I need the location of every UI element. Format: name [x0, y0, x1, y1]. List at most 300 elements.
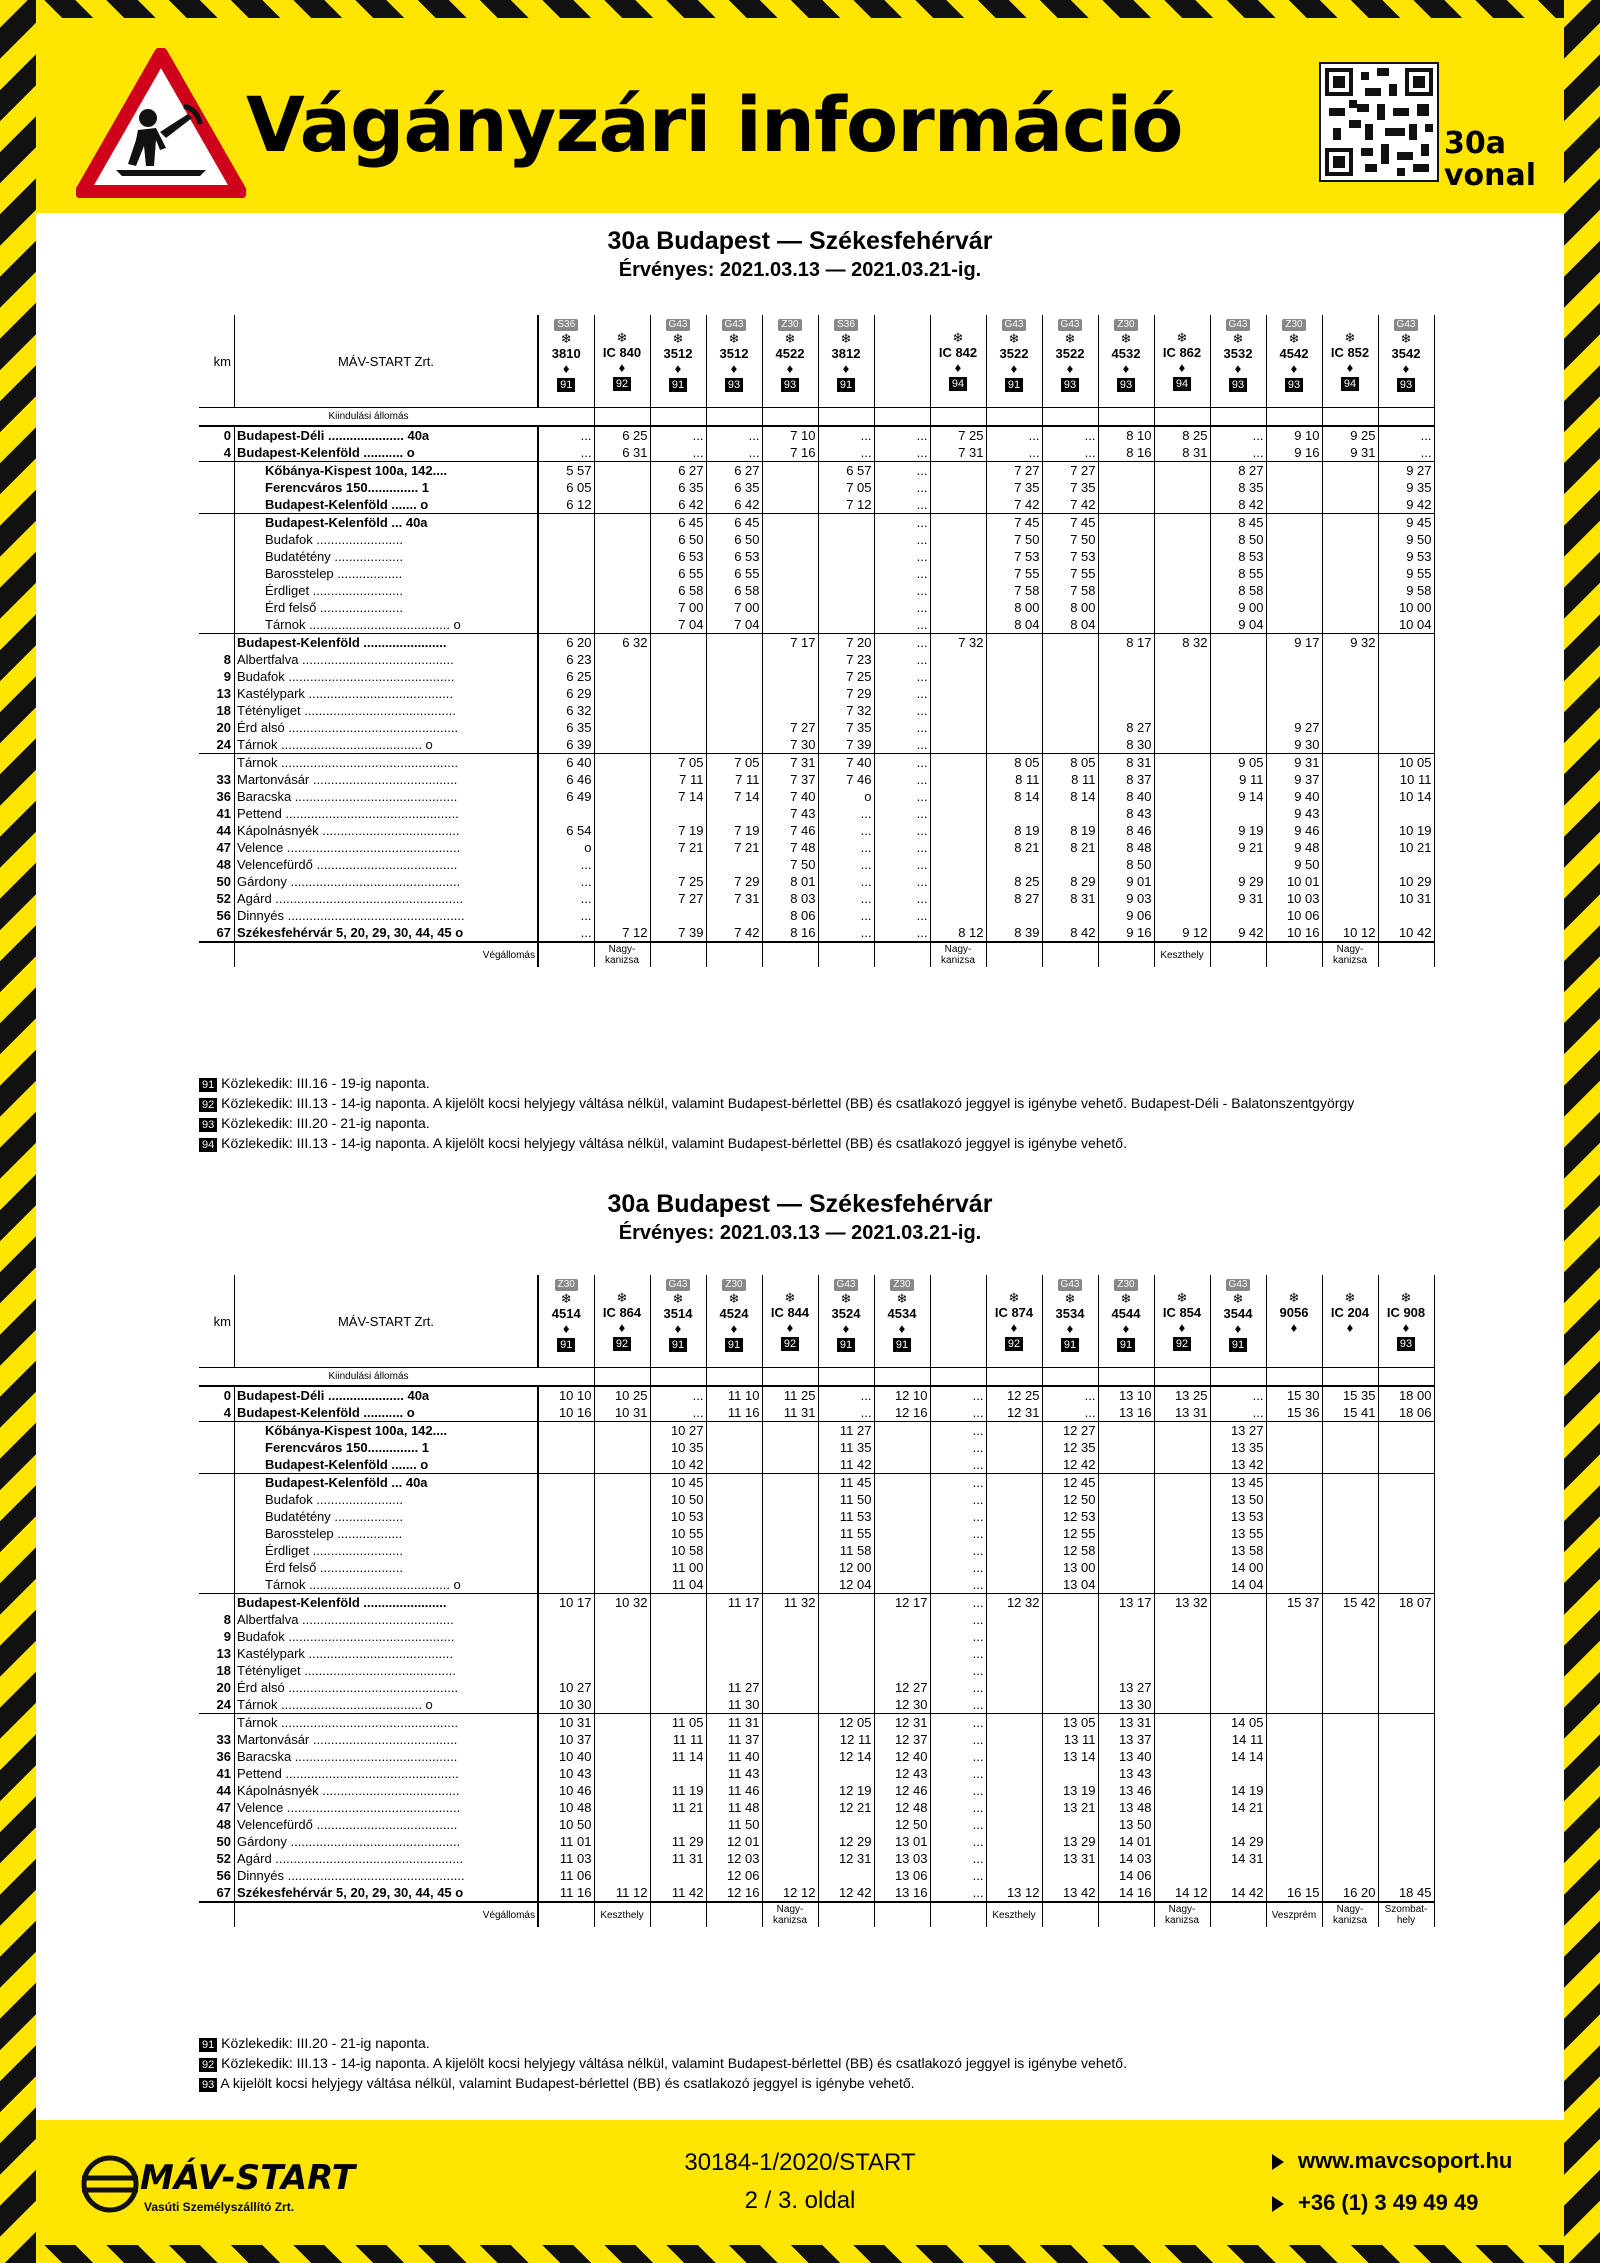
- time-cell: [986, 1731, 1042, 1748]
- train-number: 3524: [831, 1306, 861, 1321]
- time-cell: 7 35: [818, 719, 874, 736]
- time-cell: [706, 651, 762, 668]
- time-cell: 6 55: [706, 565, 762, 582]
- header-row: [199, 1275, 1434, 1368]
- time-cell: [1378, 1833, 1434, 1850]
- station-row: [199, 1422, 1434, 1440]
- time-cell: [1266, 1422, 1322, 1440]
- time-cell: ...: [538, 873, 594, 890]
- time-cell: [1210, 702, 1266, 719]
- time-cell: 8 25: [986, 873, 1042, 890]
- time-cell: 12 03: [706, 1850, 762, 1867]
- bicycle-icon: ♦: [562, 1321, 570, 1336]
- time-cell: [762, 479, 818, 496]
- km-value: 24: [199, 736, 235, 754]
- time-cell: [594, 1576, 650, 1594]
- footnote-label: 93: [199, 2078, 217, 2092]
- phone-link[interactable]: [1272, 2190, 1478, 2216]
- departure-cell: [818, 1368, 874, 1387]
- time-cell: [594, 599, 650, 616]
- time-cell: [818, 1594, 874, 1612]
- km-spacer: [199, 1902, 235, 1927]
- time-cell: 13 04: [1042, 1576, 1098, 1594]
- train-number: 3810: [551, 346, 581, 361]
- departure-cell: [1266, 1368, 1322, 1387]
- final-destination: [1098, 1902, 1154, 1927]
- time-cell: [1154, 1714, 1210, 1732]
- time-cell: 13 42: [1042, 1884, 1098, 1902]
- station-row: [199, 805, 1434, 822]
- time-cell: 10 29: [1378, 873, 1434, 890]
- time-cell: [1322, 1611, 1378, 1628]
- snowflake-icon: ❄: [840, 1291, 852, 1306]
- time-cell: 14 12: [1154, 1884, 1210, 1902]
- footnote-text: A kijelölt kocsi helyjegy váltása nélkül, valamint Budapest-bérlettel (BB) és csatlakozó jeggyel is igénybe vehető.: [217, 2075, 915, 2091]
- train-header: [874, 315, 930, 408]
- time-cell: [706, 1525, 762, 1542]
- time-cell: [1322, 754, 1378, 772]
- time-cell: [650, 805, 706, 822]
- time-cell: [1266, 1731, 1322, 1748]
- time-cell: 8 21: [1042, 839, 1098, 856]
- time-cell: [1154, 1799, 1210, 1816]
- time-cell: ...: [930, 1884, 986, 1902]
- time-cell: 6 31: [594, 444, 650, 462]
- time-cell: [1266, 1645, 1322, 1662]
- time-cell: [1098, 1559, 1154, 1576]
- train-tag-label: G43: [666, 1279, 691, 1291]
- final-destination: [930, 1902, 986, 1927]
- time-cell: ...: [706, 426, 762, 444]
- time-cell: 10 25: [594, 1386, 650, 1404]
- departure-cell: [874, 408, 930, 427]
- time-cell: 7 25: [818, 668, 874, 685]
- time-cell: [986, 719, 1042, 736]
- time-cell: 7 14: [706, 788, 762, 805]
- time-cell: 9 50: [1266, 856, 1322, 873]
- km-value: 33: [199, 771, 235, 788]
- time-cell: 12 01: [706, 1833, 762, 1850]
- bicycle-icon: ♦: [1178, 1320, 1186, 1335]
- time-cell: 6 25: [594, 426, 650, 444]
- time-cell: 13 05: [1042, 1714, 1098, 1732]
- time-cell: [1322, 856, 1378, 873]
- time-cell: 7 30: [762, 736, 818, 754]
- snowflake-icon: ❄: [616, 330, 628, 345]
- station-row: [199, 873, 1434, 890]
- time-cell: [1322, 1474, 1378, 1492]
- time-cell: [594, 822, 650, 839]
- time-cell: [986, 1696, 1042, 1714]
- time-cell: 6 58: [650, 582, 706, 599]
- train-tag-label: G43: [722, 319, 747, 331]
- time-cell: ...: [874, 839, 930, 856]
- departure-cell: [1322, 1368, 1378, 1387]
- station-name: Kastélypark ........................................: [235, 685, 539, 702]
- train-number: 9056: [1279, 1305, 1309, 1320]
- time-cell: [594, 1833, 650, 1850]
- time-cell: [1378, 1765, 1434, 1782]
- footnote-label: 91: [669, 378, 687, 392]
- station-name: Kőbánya-Kispest 100a, 142....: [235, 462, 539, 480]
- footnote-label: 91: [1117, 1338, 1135, 1352]
- time-cell: ...: [874, 444, 930, 462]
- time-cell: 8 14: [1042, 788, 1098, 805]
- time-cell: ...: [874, 548, 930, 565]
- time-cell: 9 48: [1266, 839, 1322, 856]
- footnote-label: 93: [1285, 378, 1303, 392]
- time-cell: ...: [650, 444, 706, 462]
- time-cell: [594, 1748, 650, 1765]
- train-number: 3522: [1055, 346, 1085, 361]
- train-header: [1322, 1275, 1378, 1368]
- final-destination: [1210, 1902, 1266, 1927]
- time-cell: 7 19: [650, 822, 706, 839]
- time-cell: 7 29: [818, 685, 874, 702]
- train-number: 3544: [1223, 1306, 1253, 1321]
- time-cell: [538, 1422, 594, 1440]
- time-cell: [1098, 565, 1154, 582]
- train-number: IC 874: [994, 1305, 1034, 1320]
- time-cell: [762, 1645, 818, 1662]
- train-tag-label: G43: [1002, 319, 1027, 331]
- time-cell: [1322, 1748, 1378, 1765]
- train-number: IC 852: [1330, 345, 1370, 360]
- time-cell: 11 04: [650, 1576, 706, 1594]
- departure-cell: [930, 1368, 986, 1387]
- time-cell: [1210, 634, 1266, 652]
- time-cell: [650, 1611, 706, 1628]
- km-value: [199, 634, 235, 652]
- time-cell: 7 31: [762, 754, 818, 772]
- km-value: [199, 531, 235, 548]
- time-cell: [1154, 1525, 1210, 1542]
- departure-cell: [1322, 408, 1378, 427]
- station-row: [199, 1884, 1434, 1902]
- time-cell: [1098, 1525, 1154, 1542]
- time-cell: [762, 1491, 818, 1508]
- hazard-stripe-top: [0, 0, 1600, 18]
- time-cell: [1378, 1662, 1434, 1679]
- time-cell: [650, 1645, 706, 1662]
- time-cell: [986, 1422, 1042, 1440]
- time-cell: 8 10: [1098, 426, 1154, 444]
- qr-code-icon[interactable]: [1319, 62, 1439, 182]
- time-cell: [1266, 616, 1322, 634]
- train-number: 3522: [999, 346, 1029, 361]
- time-cell: [762, 1782, 818, 1799]
- spacer: [933, 1290, 984, 1305]
- time-cell: [594, 668, 650, 685]
- km-value: 4: [199, 1404, 235, 1422]
- time-cell: [1322, 685, 1378, 702]
- km-value: 9: [199, 668, 235, 685]
- km-value: [199, 1714, 235, 1732]
- footnote-line: [199, 1073, 1354, 1093]
- time-cell: 9 27: [1266, 719, 1322, 736]
- train-tag: [1213, 315, 1264, 331]
- time-cell: 9 53: [1378, 548, 1434, 565]
- time-cell: [986, 1816, 1042, 1833]
- time-cell: [1098, 1542, 1154, 1559]
- time-cell: 8 27: [1098, 719, 1154, 736]
- time-cell: [986, 1542, 1042, 1559]
- time-cell: 12 04: [818, 1576, 874, 1594]
- roadwork-warning-icon: [76, 48, 246, 198]
- timetable-content: [36, 213, 1564, 2120]
- departure-cell: [1210, 1368, 1266, 1387]
- footnote-label: 94: [949, 377, 967, 391]
- time-cell: 8 16: [1098, 444, 1154, 462]
- time-cell: ...: [818, 1404, 874, 1422]
- time-cell: [986, 685, 1042, 702]
- train-tag: [765, 315, 816, 331]
- departure-row: [199, 408, 1434, 427]
- time-cell: 9 46: [1266, 822, 1322, 839]
- time-cell: ...: [874, 873, 930, 890]
- station-name: Érdliget .........................: [235, 1542, 539, 1559]
- time-cell: [1042, 702, 1098, 719]
- time-cell: [706, 1662, 762, 1679]
- time-cell: 13 35: [1210, 1439, 1266, 1456]
- time-cell: [818, 548, 874, 565]
- bicycle-icon: ♦: [1402, 361, 1410, 376]
- time-cell: ...: [1042, 1404, 1098, 1422]
- time-cell: 8 42: [1042, 924, 1098, 942]
- line-number: 30a: [1444, 126, 1506, 161]
- time-cell: 13 42: [1210, 1456, 1266, 1474]
- time-cell: ...: [930, 1799, 986, 1816]
- station-name: Érd felső .......................: [235, 1559, 539, 1576]
- time-cell: [762, 1714, 818, 1732]
- time-cell: [1154, 1628, 1210, 1645]
- time-cell: [650, 1696, 706, 1714]
- time-cell: [1266, 1833, 1322, 1850]
- time-cell: 13 40: [1098, 1748, 1154, 1765]
- time-cell: [1210, 685, 1266, 702]
- time-cell: [762, 1628, 818, 1645]
- time-cell: [986, 1714, 1042, 1732]
- time-cell: [594, 1867, 650, 1884]
- time-cell: [874, 1628, 930, 1645]
- train-header: [1042, 315, 1098, 408]
- train-header: [1098, 1275, 1154, 1368]
- time-cell: 14 29: [1210, 1833, 1266, 1850]
- snowflake-icon: ❄: [1064, 1291, 1076, 1306]
- time-cell: [538, 1474, 594, 1492]
- time-cell: [706, 736, 762, 754]
- footnote-label: 92: [781, 1337, 799, 1351]
- time-cell: [1098, 514, 1154, 532]
- km-value: [199, 599, 235, 616]
- train-number: [877, 345, 928, 360]
- snowflake-icon: ❄: [1008, 1290, 1020, 1305]
- hazard-stripe-left: [0, 0, 36, 2263]
- train-number: 3534: [1055, 1306, 1085, 1321]
- time-cell: [1266, 1714, 1322, 1732]
- time-cell: [1378, 1491, 1434, 1508]
- train-number: 3812: [831, 346, 861, 361]
- time-cell: [594, 582, 650, 599]
- station-row: [199, 1628, 1434, 1645]
- time-cell: [1210, 856, 1266, 873]
- footnote-line: [199, 2053, 1127, 2073]
- train-tag-spacer: [1381, 1275, 1432, 1290]
- time-cell: [1378, 1679, 1434, 1696]
- departure-cell: [1266, 408, 1322, 427]
- train-tag-label: S36: [554, 319, 578, 331]
- time-cell: ...: [874, 426, 930, 444]
- time-cell: 12 48: [874, 1799, 930, 1816]
- time-cell: [1322, 1542, 1378, 1559]
- website-link[interactable]: [1272, 2148, 1512, 2174]
- time-cell: ...: [874, 496, 930, 514]
- time-cell: [818, 514, 874, 532]
- time-cell: 6 53: [706, 548, 762, 565]
- time-cell: 9 30: [1266, 736, 1322, 754]
- station-name: Budapest-Kelenföld ........... o: [235, 1404, 539, 1422]
- time-cell: 10 06: [1266, 907, 1322, 924]
- footnote-text: Közlekedik: III.20 - 21-ig naponta.: [217, 1115, 430, 1131]
- bicycle-icon: ♦: [618, 360, 626, 375]
- time-cell: 12 00: [818, 1559, 874, 1576]
- train-tag: [709, 1275, 760, 1291]
- station-row: [199, 1799, 1434, 1816]
- train-tag-spacer: [765, 1275, 816, 1290]
- footnote-label: 93: [725, 378, 743, 392]
- time-cell: [1322, 736, 1378, 754]
- time-cell: [538, 1611, 594, 1628]
- time-cell: 9 14: [1210, 788, 1266, 805]
- station-row: [199, 1679, 1434, 1696]
- train-tag: [1101, 315, 1152, 331]
- time-cell: [1098, 1628, 1154, 1645]
- time-cell: [986, 668, 1042, 685]
- time-cell: [818, 582, 874, 599]
- time-cell: [594, 1439, 650, 1456]
- time-cell: [594, 1696, 650, 1714]
- time-cell: [1322, 890, 1378, 907]
- time-cell: 13 17: [1098, 1594, 1154, 1612]
- train-tag: [541, 1275, 592, 1291]
- time-cell: ...: [1378, 426, 1434, 444]
- km-value: [199, 1576, 235, 1594]
- time-cell: ...: [650, 1386, 706, 1404]
- train-number: 4514: [551, 1306, 581, 1321]
- time-cell: [1154, 788, 1210, 805]
- time-cell: ...: [874, 462, 930, 480]
- time-cell: [1322, 822, 1378, 839]
- station-name: Barosstelep ..................: [235, 565, 539, 582]
- footnote-label: 92: [1005, 1337, 1023, 1351]
- time-cell: [1322, 771, 1378, 788]
- station-row: [199, 1474, 1434, 1492]
- time-cell: [706, 668, 762, 685]
- time-cell: [1098, 1645, 1154, 1662]
- time-cell: 10 05: [1378, 754, 1434, 772]
- time-cell: 11 31: [762, 1404, 818, 1422]
- bicycle-icon: ♦: [1234, 1321, 1242, 1336]
- time-cell: [1378, 1696, 1434, 1714]
- station-row: [199, 702, 1434, 719]
- time-cell: ...: [650, 1404, 706, 1422]
- time-cell: 7 29: [706, 873, 762, 890]
- time-cell: [986, 702, 1042, 719]
- time-cell: [1154, 1542, 1210, 1559]
- time-cell: [1322, 1714, 1378, 1732]
- time-cell: ...: [930, 1628, 986, 1645]
- time-cell: 13 50: [1098, 1816, 1154, 1833]
- time-cell: 9 16: [1266, 444, 1322, 462]
- page-title: Vágányzári információ: [246, 80, 1183, 169]
- time-cell: [1210, 1645, 1266, 1662]
- time-cell: 13 37: [1098, 1731, 1154, 1748]
- time-cell: [594, 514, 650, 532]
- time-cell: [986, 1799, 1042, 1816]
- snowflake-icon: ❄: [1232, 331, 1244, 346]
- km-value: 48: [199, 1816, 235, 1833]
- time-cell: 9 00: [1210, 599, 1266, 616]
- time-cell: [762, 685, 818, 702]
- time-cell: [930, 736, 986, 754]
- time-cell: 10 01: [1266, 873, 1322, 890]
- time-cell: [986, 634, 1042, 652]
- train-number: IC 854: [1162, 1305, 1202, 1320]
- time-cell: 9 06: [1098, 907, 1154, 924]
- time-cell: [1266, 1525, 1322, 1542]
- timetable-1: [199, 315, 1435, 967]
- time-cell: ...: [1210, 1404, 1266, 1422]
- time-cell: 9 42: [1378, 496, 1434, 514]
- departure-label: Kiindulási állomás: [199, 1368, 538, 1387]
- train-header: [818, 315, 874, 408]
- time-cell: ...: [874, 616, 930, 634]
- footnote-ref: [1157, 375, 1208, 391]
- section1-notes: [199, 1073, 1354, 1153]
- station-name: Agárd ....................................................: [235, 1850, 539, 1867]
- time-cell: [1266, 1542, 1322, 1559]
- time-cell: 7 46: [762, 822, 818, 839]
- time-cell: [1322, 514, 1378, 532]
- footnote-ref: [1213, 376, 1264, 392]
- time-cell: [762, 496, 818, 514]
- time-cell: [1154, 771, 1210, 788]
- time-cell: 8 21: [986, 839, 1042, 856]
- time-cell: [706, 1559, 762, 1576]
- time-cell: [1154, 1456, 1210, 1474]
- time-cell: 12 27: [1042, 1422, 1098, 1440]
- km-value: 13: [199, 1645, 235, 1662]
- time-cell: [1378, 1439, 1434, 1456]
- km-value: [199, 1542, 235, 1559]
- time-cell: [594, 1765, 650, 1782]
- time-cell: 9 03: [1098, 890, 1154, 907]
- time-cell: [1378, 1525, 1434, 1542]
- time-cell: [1266, 1508, 1322, 1525]
- time-cell: ...: [930, 1816, 986, 1833]
- time-cell: [594, 1525, 650, 1542]
- time-cell: [818, 531, 874, 548]
- time-cell: 11 58: [818, 1542, 874, 1559]
- time-cell: [1154, 668, 1210, 685]
- km-value: 36: [199, 1748, 235, 1765]
- time-cell: [538, 1576, 594, 1594]
- time-cell: [1210, 907, 1266, 924]
- time-cell: [818, 1765, 874, 1782]
- station-name: Érdliget .........................: [235, 582, 539, 599]
- time-cell: ...: [874, 702, 930, 719]
- time-cell: [762, 1850, 818, 1867]
